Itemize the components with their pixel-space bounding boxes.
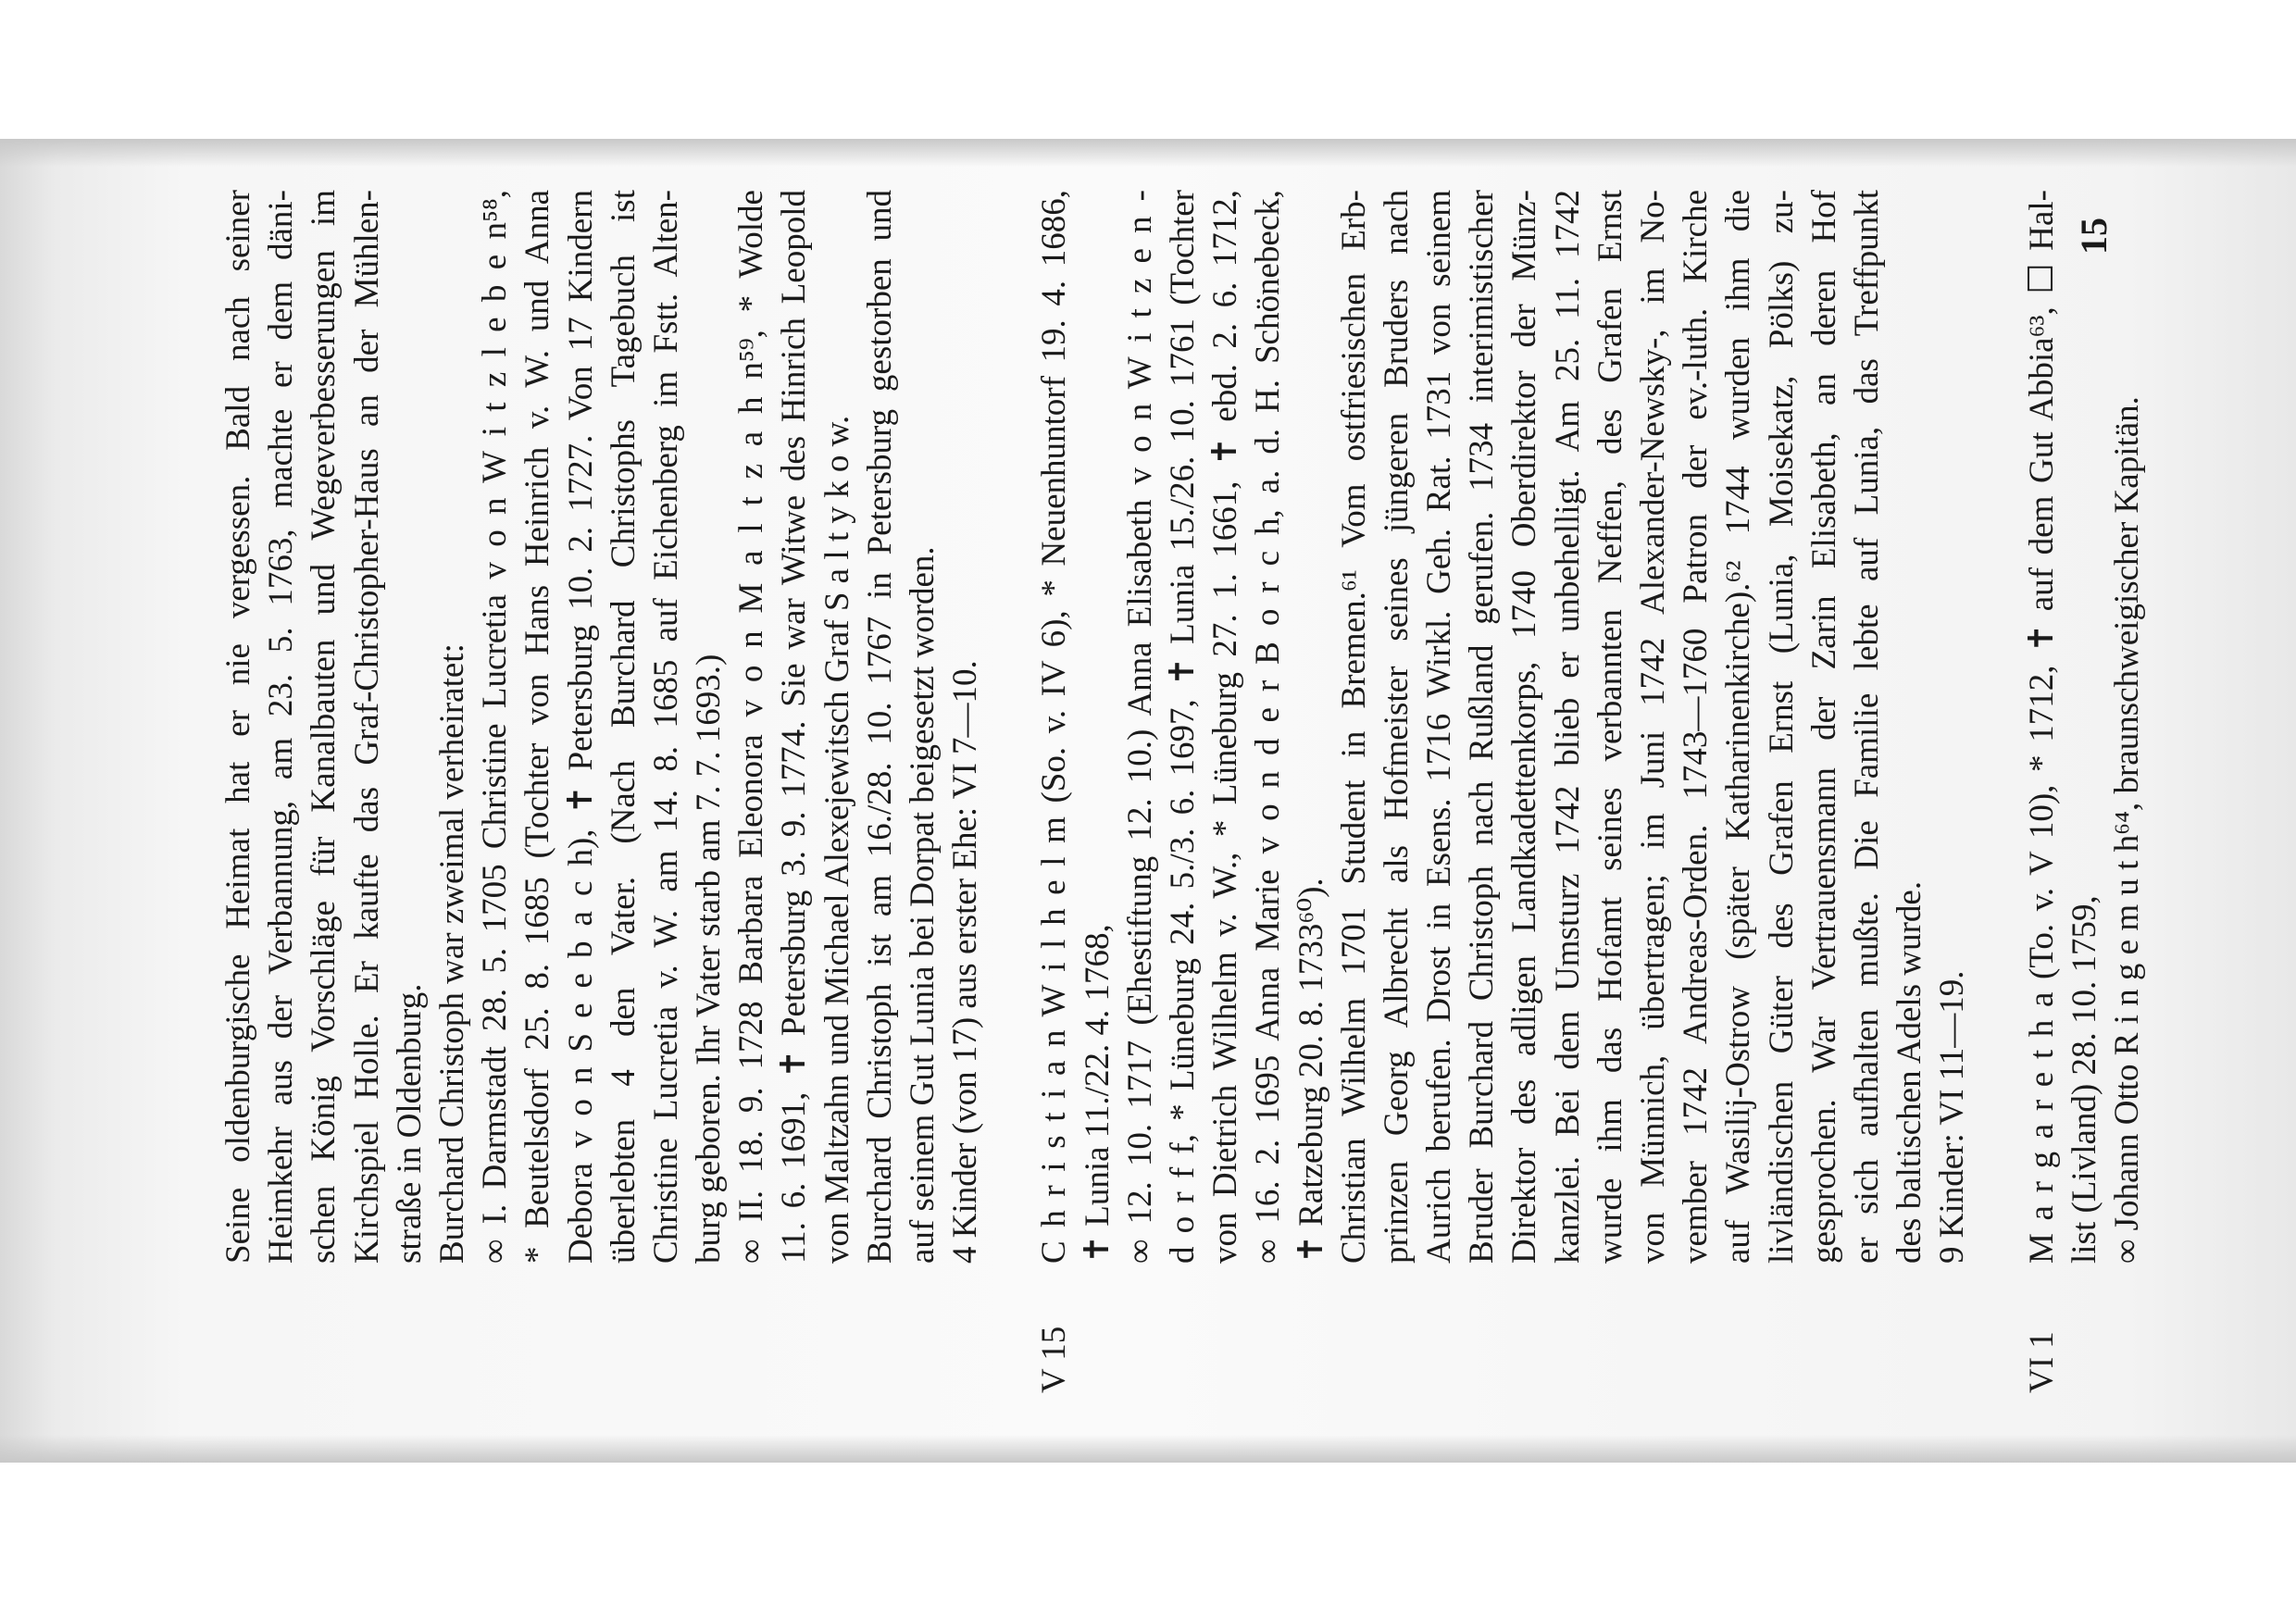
text-line: burg geboren. Ihr Vater starb am 7. 7. 1693.) — [690, 654, 729, 1264]
text-line: ∞ 12. 10. 1717 (Ehestiftung 12. 10.) Anna Elisabeth v o n W i t z e n - — [1120, 190, 1159, 1264]
text-line: Bruder Burchard Christoph nach Rußland gerufen. 1734 interimistischer — [1463, 190, 1502, 1264]
text-line: 11. 6. 1691, ✝ Petersburg 3. 9. 1774. Sie war Witwe des Hinrich Leopold — [775, 190, 814, 1264]
text-line: wurde ihm das Hofamt seines verbannten Neffen, des Grafen Ernst — [1591, 190, 1629, 1264]
scan-edge-bottom — [0, 1435, 2296, 1463]
text-line: schen König Vorschläge für Kanalbauten und Wegeverbesserungen im — [305, 190, 343, 1264]
text-line: überlebten 4 den Vater. (Nach Burchard Christophs Tagebuch ist — [604, 190, 643, 1264]
text-line: Burchard Christoph war zweimal verheiratet: — [432, 643, 471, 1264]
text-line: straße in Oldenburg. — [390, 983, 429, 1264]
text-line: auf seinem Gut Lunia bei Dorpat beigesetzt worden. — [904, 546, 942, 1264]
rotated-text-region — [218, 190, 2171, 1393]
text-line: des baltischen Adels wurde. — [1890, 880, 1929, 1264]
text-line: ∞ II. 18. 9. 1728 Barbara Eleonora v o n M a l t z a h n⁵⁹, * Wolde — [732, 190, 771, 1264]
text-line: Seine oldenburgische Heimat hat er nie vergessen. Bald nach seiner — [219, 190, 257, 1264]
text-line: 4 Kinder (von 17) aus erster Ehe: VI 7—10. — [946, 660, 985, 1264]
text-line: livländischen Güter des Grafen Ernst (Lunia, Moisekatz, Pölks) zu- — [1762, 190, 1801, 1264]
text-line: ✝ Ratzeburg 20. 8. 1733⁶⁰). — [1292, 878, 1330, 1264]
text-line: von Münnich, übertragen; im Juni 1742 Alexander-Newsky-, im No- — [1634, 190, 1672, 1264]
text-line: d o r f f, * Lüneburg 24. 5./3. 6. 1697, ✝ Lunia 15./26. 10. 1761 (Tochter — [1163, 190, 1202, 1264]
text-line: Heimkehr aus der Verbannung, am 23. 5. 1763, machte er dem däni- — [262, 190, 301, 1264]
text-line: Christian Wilhelm 1701 Student in Bremen.⁶¹ Vom ostfriesischen Erb- — [1334, 190, 1373, 1264]
entry-v15-body — [1033, 190, 1974, 1264]
entry-vi1-label: VI 1 — [2022, 1331, 2061, 1393]
text-line: er sich aufhalten mußte. Die Familie lebte auf Lunia, das Treffpunkt — [1847, 190, 1886, 1264]
page-number: 15 — [2073, 218, 2115, 255]
text-line: ✝ Lunia 11./22. 4. 1768, — [1078, 924, 1117, 1264]
text-line: vember 1742 Andreas-Orden. 1743—1760 Patron der ev.-luth. Kirche — [1677, 190, 1716, 1264]
text-line: Christine Lucretia v. W. am 14. 8. 1685 auf Eichenberg im Fstt. Alten- — [646, 190, 685, 1264]
text-line: M a r g a r e t h a (To. v. V 10), * 1712, ✝ auf dem Gut Abbia⁶³, ☐ Hal- — [2022, 190, 2061, 1264]
text-line: 9 Kinder: VI 11—19. — [1933, 970, 1972, 1264]
text-line: gesprochen. War Vertrauensmann der Zarin Elisabeth, an deren Hof — [1804, 190, 1843, 1264]
document-text — [218, 190, 2171, 1393]
text-line: kanzlei. Bei dem Umsturz 1742 blieb er unbehelligt. Am 25. 11. 1742 — [1548, 190, 1587, 1264]
entry-vi1-body — [2021, 190, 2150, 1264]
intro-body — [218, 190, 987, 1264]
text-line: C h r i s t i a n W i l h e l m (So. v. IV 6), * Neuenhuntorf 19. 4. 1686, — [1035, 190, 1074, 1264]
intro-label-spacer — [218, 1264, 987, 1393]
entry-gap — [987, 190, 1033, 1393]
entry-v15 — [1033, 190, 1974, 1393]
text-line: von Maltzahn und Michael Alexejewitsch Graf S a l t y k o w. — [817, 415, 856, 1264]
text-line: ∞ 16. 2. 1695 Anna Marie v o n d e r B o r c h, a. d. H. Schönebeck, — [1249, 190, 1288, 1264]
text-line: ∞ I. Darmstadt 28. 5. 1705 Christine Lucretia v o n W i t z l e b e n⁵⁸, — [476, 190, 515, 1264]
entry-gap — [1975, 190, 2021, 1393]
text-line: Direktor des adligen Landkadettenkorps, 1740 Oberdirektor der Münz- — [1505, 190, 1544, 1264]
text-line: Kirchspiel Holle. Er kaufte das Graf-Christopher-Haus an der Mühlen- — [347, 190, 386, 1264]
text-line: prinzen Georg Albrecht als Hofmeister seines jüngeren Bruders nach — [1377, 190, 1416, 1264]
intro-paragraph — [218, 190, 987, 1393]
text-line: von Dietrich Wilhelm v. W., * Lüneburg 27. 1. 1661, ✝ ebd. 2. 6. 1712, — [1206, 190, 1245, 1264]
text-line: * Beutelsdorf 25. 8. 1685 (Tochter von Hans Heinrich v. W. und Anna — [518, 190, 557, 1264]
entry-vi1 — [2021, 190, 2150, 1393]
text-line: Debora v o n S e e b a c h), ✝ Petersburg 10. 2. 1727. Von 17 Kindern — [561, 190, 600, 1264]
text-line: list (Livland) 28. 10. 1759, — [2065, 895, 2103, 1264]
scan-edge-top — [0, 139, 2296, 167]
text-line: auf Wasilij-Ostrow (später Katharinenkirche).⁶² 1744 wurden ihm die — [1719, 190, 1758, 1264]
entry-v15-label: V 15 — [1035, 1326, 1074, 1393]
text-line: ∞ Johann Otto R i n g e m u t h⁶⁴, braunschweigischer Kapitän. — [2107, 396, 2146, 1264]
text-line: Burchard Christoph ist am 16./28. 10. 1767 in Petersburg gestorben und — [860, 190, 899, 1264]
text-line: Aurich berufen. Drost in Esens. 1716 Wirkl. Geh. Rat. 1731 von seinem — [1420, 190, 1459, 1264]
